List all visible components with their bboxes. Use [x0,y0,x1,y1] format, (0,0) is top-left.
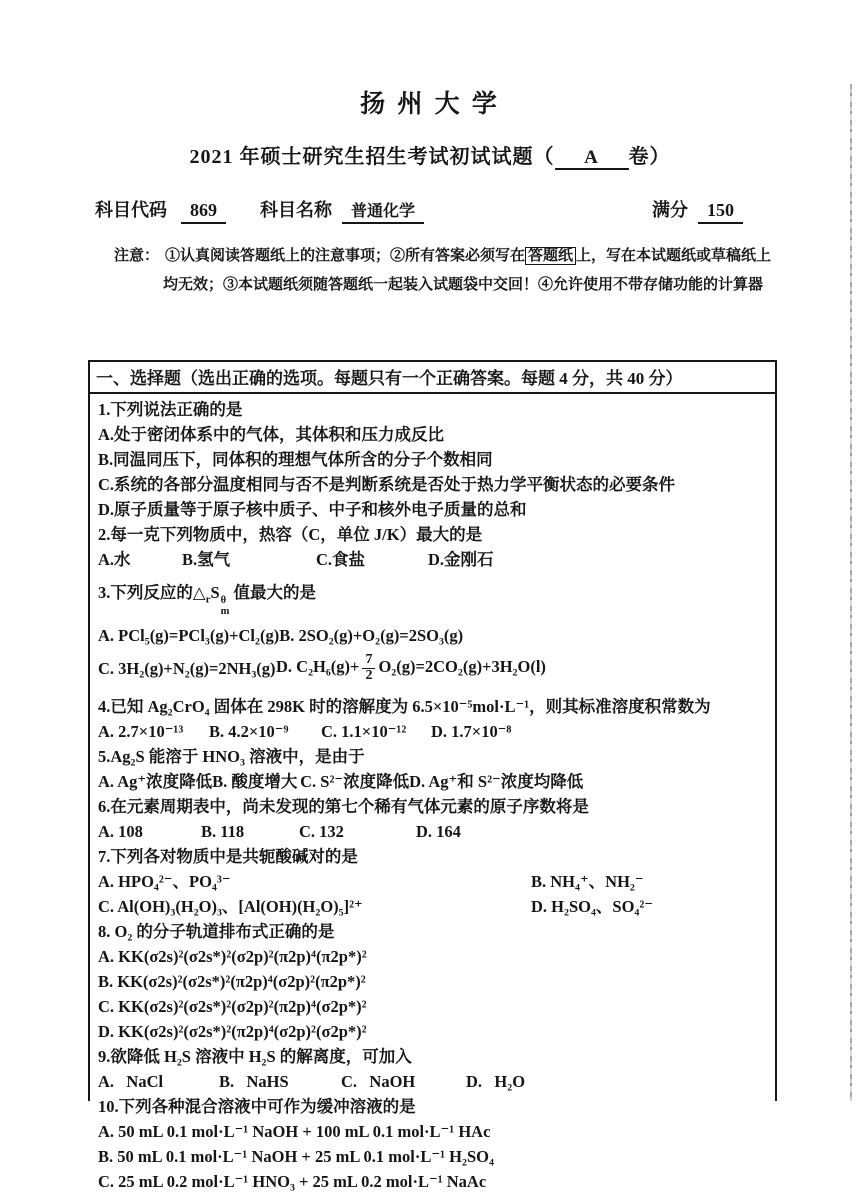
question-9-option-d: D. H₂O [466,1072,526,1091]
question-9-options [98,1069,771,1094]
question-8-stem: 8. O₂ 的分子轨道排布式正确的是 [98,922,335,941]
question-10-option-b: B. 50 mL 0.1 mol·L⁻¹ NaOH + 25 mL 0.1 mol·L⁻¹ H₂SO₄ [98,1147,494,1166]
question-6-option-a: A. 108 [98,822,143,841]
q3d-fraction-numerator: 7 [362,653,375,669]
question-8-option-c: C. KK(σ2s)²(σ2s*)²(σ2p)²(π2p)⁴(σ2p*)² [98,997,367,1016]
question-4-option-c: C. 1.1×10⁻¹² [321,722,407,741]
question-9-stem: 9.欲降低 H₂S 溶液中 H₂S 的解离度，可加入 [98,1047,412,1066]
question-6-option-d: D. 164 [416,822,461,841]
question-3-options-row-2 [98,648,771,688]
paper-version-blank: A [555,148,629,170]
question-5-stem: 5.Ag₂S 能溶于 HNO₃ 溶液中，是由于 [98,747,365,766]
question-2-option-b: B.氢气 [182,550,231,569]
question-4-options [98,719,771,744]
question-3-option-b: B. 2SO₂(g)+O₂(g)=2SO₃(g) [279,626,464,645]
q3-stem-suffix: 值最大的是 [229,583,317,602]
question-7-options-row-2 [98,894,771,919]
exam-subtitle [0,140,860,170]
answer-sheet-boxed-term: 答题纸 [525,247,576,265]
question-1-option-a: A.处于密闭体系中的气体，其体积和压力成反比 [98,425,445,444]
question-5 [98,744,771,794]
full-score-value: 150 [698,200,743,224]
question-3-option-d [276,653,546,683]
question-5-option-a: A. Ag⁺浓度降低 [98,772,213,791]
notice-text-1: ①认真阅读答题纸上的注意事项；②所有答案必须写在 [165,247,526,264]
question-10-stem: 10.下列各种混合溶液中可作为缓冲溶液的是 [98,1097,416,1116]
q3d-fraction [362,653,375,683]
question-3-stem [98,580,771,617]
question-5-option-d: D. Ag⁺和 S²⁻浓度均降低 [409,772,584,791]
notice-line-2: 均无效；③本试题纸须随答题纸一起装入试题袋中交回！④允许使用不带存储功能的计算器 [163,276,764,293]
question-6-option-b: B. 118 [201,822,245,841]
question-8-option-b: B. KK(σ2s)²(σ2s*)²(π2p)⁴(σ2p)²(π2p*)² [98,972,366,991]
subject-code-value: 869 [181,200,226,224]
question-8 [98,919,771,1044]
questions-box [88,360,777,1191]
question-1-option-c: C.系统的各部分温度相同与否不是判断系统是否处于热力学平衡状态的必要条件 [98,475,676,494]
q3-entropy-symbol: S [210,583,220,602]
question-7-option-d: D. H₂SO₄、SO₄²⁻ [531,897,654,916]
question-2 [98,522,771,572]
subtitle-prefix: 2021 年硕士研究生招生考试初试试题（ [189,146,555,168]
subtitle-suffix: 卷） [628,146,671,168]
q3-subscript-r: r [205,593,211,606]
question-7-option-c: C. Al(OH)₃(H₂O)₃、[Al(OH)(H₂O)₅]²⁺ [98,897,363,916]
question-4 [98,694,771,744]
question-2-option-a: A.水 [98,550,131,569]
notice-label: 注意： [114,247,160,264]
question-4-option-d: D. 1.7×10⁻⁸ [431,722,512,741]
full-score-label: 满分 [652,199,688,220]
question-5-options [98,769,771,794]
question-4-stem: 4.已知 Ag₂CrO₄ 固体在 298K 时的溶解度为 6.5×10⁻⁵mol·L⁻¹，则其标准溶度积常数为 [98,697,711,716]
subject-code-label: 科目代码 [95,199,167,220]
question-3 [98,580,771,688]
question-6-stem: 6.在元素周期表中，尚未发现的第七个稀有气体元素的原子序数将是 [98,797,589,816]
question-6-option-c: C. 132 [299,822,344,841]
question-3-option-c: C. 3H₂(g)+N₂(g)=2NH₃(g) [98,658,276,678]
notice-text-2: 上，写在本试题纸或草稿纸上 [576,247,772,264]
question-3-options-row-1 [98,623,771,648]
question-7-option-b: B. NH₄⁺、NH₂⁻ [531,872,644,891]
question-5-option-b: B. 酸度增大 [212,772,298,791]
q3-superscript-theta: θ [220,595,227,606]
subject-name-label: 科目名称 [260,199,332,220]
q3-stem-prefix: 3.下列反应的△ [98,583,206,602]
question-9-option-c: C. NaOH [341,1072,416,1091]
question-4-option-b: B. 4.2×10⁻⁹ [209,722,289,741]
question-2-options [98,547,771,572]
question-9-option-a: A. NaCl [98,1072,164,1091]
question-9-option-b: B. NaHS [219,1072,289,1091]
question-1 [98,397,771,522]
question-8-option-d: D. KK(σ2s)²(σ2s*)²(π2p)⁴(σ2p)²(σ2p*)² [98,1022,367,1041]
notice-line-1 [114,242,774,271]
q3d-suffix: O₂(g)=2CO₂(g)+3H₂O(l) [378,656,546,676]
notice-block [114,242,774,300]
question-5-option-c: C. S²⁻浓度降低 [300,772,410,791]
question-6 [98,794,771,844]
question-7 [98,844,771,919]
question-2-option-d: D.金刚石 [428,550,494,569]
question-10-option-c: C. 25 mL 0.2 mol·L⁻¹ HNO₃ + 25 mL 0.2 mol·L⁻¹ NaAc [98,1172,487,1191]
question-10-option-a: A. 50 mL 0.1 mol·L⁻¹ NaOH + 100 mL 0.1 mol·L⁻¹ HAc [98,1122,491,1141]
question-3-option-a: A. PCl₅(g)=PCl₃(g)+Cl₂(g) [98,626,280,645]
question-8-option-a: A. KK(σ2s)²(σ2s*)²(σ2p)²(π2p)⁴(π2p*)² [98,947,367,966]
section-header: 一、选择题（选出正确的选项。每题只有一个正确答案。每题 4 分，共 40 分） [90,362,775,394]
question-1-option-b: B.同温同压下，同体积的理想气体所含的分子个数相同 [98,450,493,469]
q3d-prefix: D. C₂H₆(g)+ [276,656,360,676]
q3-subscript-m: m [220,605,230,617]
question-2-option-c: C.食盐 [316,550,366,569]
q3d-fraction-denominator: 2 [365,667,373,683]
subject-meta-row [95,196,743,224]
question-4-option-a: A. 2.7×10⁻¹³ [98,722,184,741]
question-10 [98,1094,771,1194]
question-7-option-a: A. HPO₄²⁻、PO₄³⁻ [98,872,231,891]
subject-name-value: 普通化学 [342,198,424,224]
question-7-options-row-1 [98,869,771,894]
scan-artifact-line [850,84,852,1101]
question-7-stem: 7.下列各对物质中是共轭酸碱对的是 [98,847,358,866]
question-1-stem: 1.下列说法正确的是 [98,400,243,419]
question-6-options [98,819,771,844]
question-9 [98,1044,771,1094]
page-title: 扬 州 大 学 [360,91,500,118]
questions-body [90,394,775,1194]
question-1-option-d: D.原子质量等于原子核中质子、中子和核外电子质量的总和 [98,500,527,519]
question-2-stem: 2.每一克下列物质中，热容（C，单位 J/K）最大的是 [98,525,483,544]
